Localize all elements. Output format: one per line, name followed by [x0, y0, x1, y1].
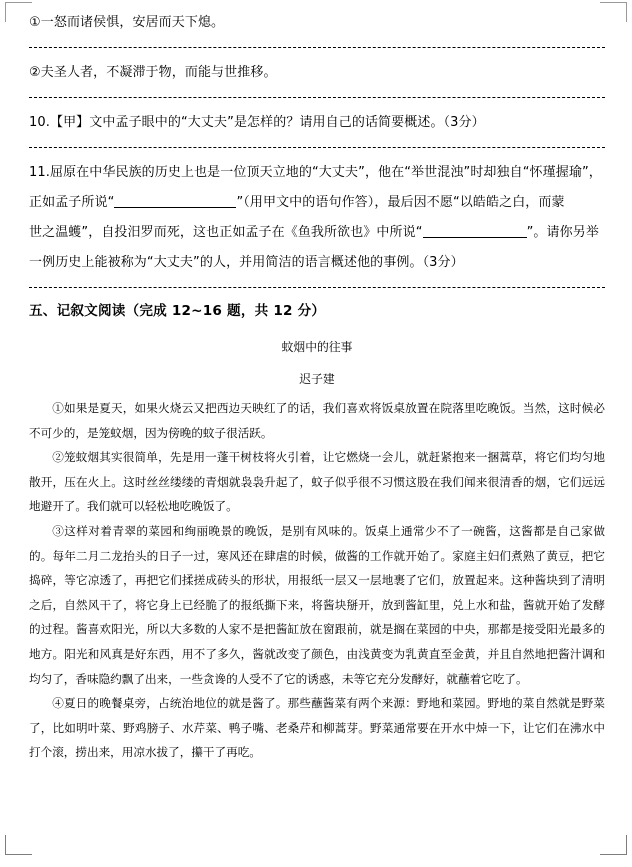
section-heading: 五、记叙文阅读（完成 12~16 题，共 12 分） — [29, 303, 326, 319]
question-11-line-3 — [29, 218, 605, 248]
question-10-text: 10.【甲】文中孟子眼中的“大丈夫”是怎样的？请用自己的话简要概述。（3分） — [29, 115, 485, 130]
article-title: 蚊烟中的往事 — [281, 340, 353, 354]
question-11-segment-a: 正如孟子所说“ — [29, 195, 115, 210]
answer-rule-question-10[interactable] — [29, 147, 605, 148]
question-11-segment-c: 世之温蠖”，自投汨罗而死，这也正如孟子在《鱼我所欲也》中所说“ — [29, 225, 423, 240]
answer-rule-item-2[interactable] — [29, 97, 605, 98]
answer-rule-question-11[interactable] — [29, 287, 605, 288]
answer-rule-item-1[interactable] — [29, 47, 605, 48]
article-paragraph-1: ①如果是夏天，如果火烧云又把西边天映红了的话，我们喜欢将饭桌放置在院落里吃晚饭。当然，这时候必不可少的，是笼蚊烟，因为傍晚的蚊子很活跃。 — [29, 401, 605, 440]
translation-item-2: ②夫圣人者，不凝滞于物，而能与世推移。 — [29, 65, 277, 80]
question-11-line-2 — [29, 188, 605, 218]
article-paragraph-3: ③这样对着青翠的菜园和绚丽晚景的晚饭，是别有风味的。饭桌上通常少不了一碗酱，这酱都是自己家做的。每年二月二龙抬头的日子一过，寒风还在肆虐的时候，做酱的工作就开始了。家庭主妇们煮熟了黄豆，把它捣碎，等它凉透了，再把它们揉搓成砖头的形状，用报纸一层又一层地裹了它们，放置起来。这种酱块到了清明之后，自然风干了，将它身上已经脆了的报纸撕下来，将酱块掰开，放到酱缸里，兑上水和盐，酱就开始了发酵的过程。酱喜欢阳光，所以大多数的人家不是把酱缸放在窗跟前，就是搁在菜园的中央，那都是接受阳光最多的地方。阳光和风真是好东西，用不了多久，酱就改变了颜色，由浅黄变为乳黄直至金黄，并且自然地把酱汁调和均匀了，香味隐约飘了出来，一些贪谗的人受不了它的诱惑，未等它充分发酵好，就蘸着它吃了。 — [29, 523, 605, 686]
question-11-line-1: 11.屈原在中华民族的历史上也是一位顶天立地的“大丈夫”，他在“举世混浊”时却独自“怀瑾握瑜”， — [29, 165, 602, 180]
crop-mark-bottom-right — [600, 835, 627, 855]
article-author: 迟子建 — [299, 372, 335, 386]
crop-mark-bottom-left — [5, 835, 32, 855]
page-content — [29, 8, 605, 765]
fill-blank-2[interactable] — [423, 237, 527, 238]
translation-item-1: ①一怒而诸侯惧，安居而天下熄。 — [29, 15, 225, 30]
fill-blank-1[interactable] — [114, 207, 236, 208]
article-paragraph-2: ②笼蚊烟其实很简单，先是用一蓬干树枝将火引着，让它燃烧一会儿，就赶紧抱来一捆蒿草，将它们均匀地散开，压在火上。这时丝丝缕缕的青烟就袅袅升起了，蚊子似乎很不习惯这股在我们闻来很清香的烟，它们远远地避开了。我们就可以轻松地吃晚饭了。 — [29, 450, 605, 514]
question-11-segment-b: ”（用甲文中的语句作答），最后因不愿“以皓皓之白，而蒙 — [236, 195, 565, 210]
question-11-segment-d: ”。请你另举 — [526, 225, 599, 240]
question-11 — [29, 158, 605, 278]
crop-mark-top-left — [5, 2, 32, 22]
article-body — [29, 334, 605, 765]
question-11-line-4: 一例历史上能被称为“大丈夫”的人，并用简洁的语言概述他的事例。（3分） — [29, 255, 464, 270]
article-paragraph-4: ④夏日的晚餐桌旁，占统治地位的就是酱了。那些蘸酱菜有两个来源：野地和菜园。野地的菜自然就是野菜了，比如明叶菜、野鸡膀子、水芹菜、鸭子嘴、老桑芹和柳蒿芽。野菜通常要在开水中焯一下，让它们在沸水中打个滚，捞出来，用凉水拔了，攥干了再吃。 — [29, 696, 605, 760]
